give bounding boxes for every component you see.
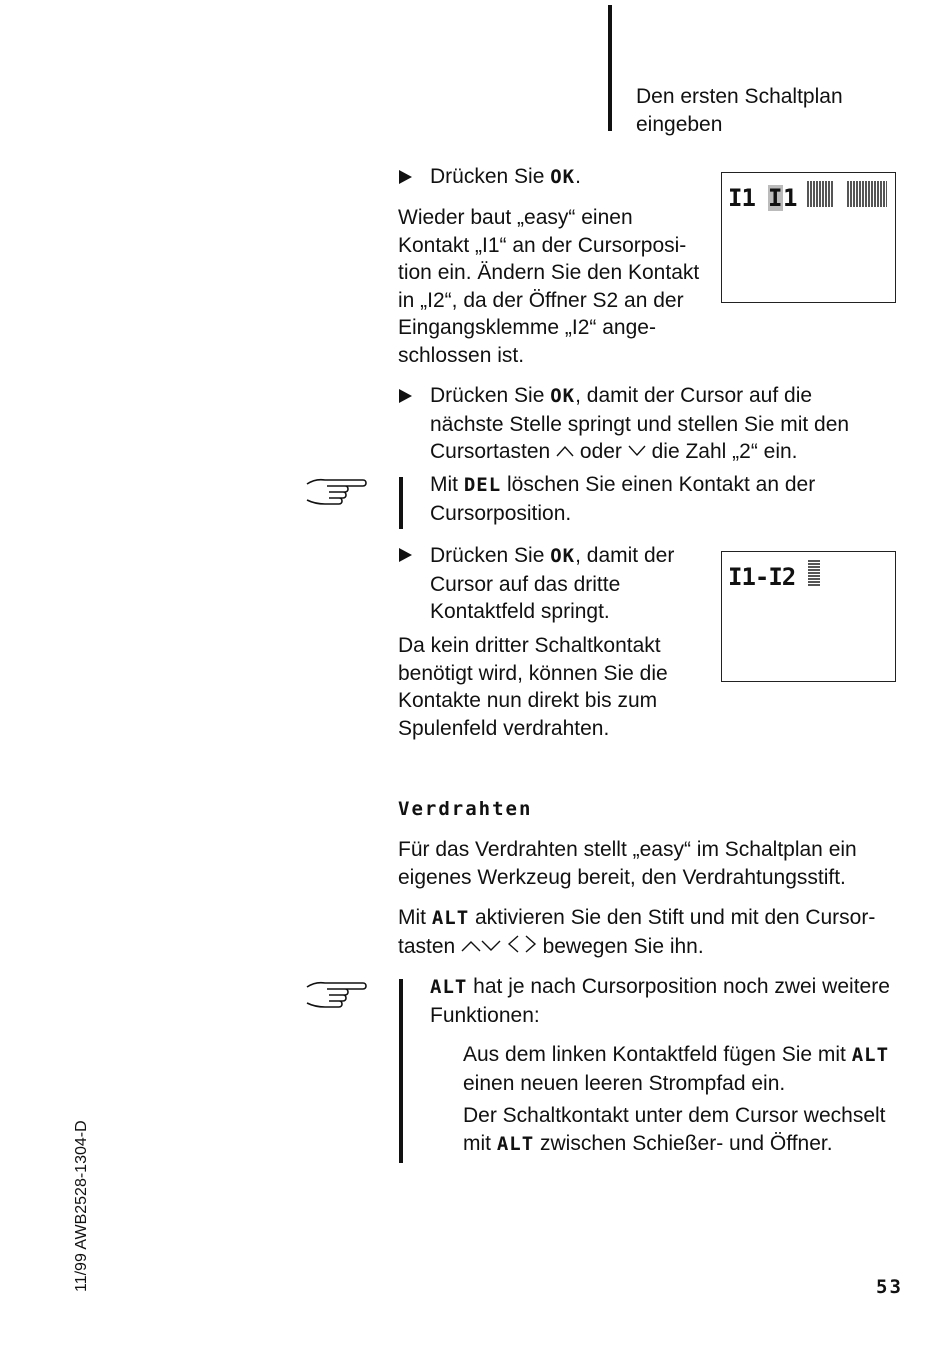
paragraph-4: Mit ALT aktivieren Sie den Stift und mit den Cursor- tasten bewegen Sie ihn. — [398, 906, 876, 958]
key-ok: OK — [550, 166, 576, 188]
cursor-down-icon — [481, 939, 501, 953]
cursor-left-icon — [507, 935, 519, 953]
note-rule — [399, 979, 403, 1163]
key-alt: ALT — [430, 976, 468, 998]
lcd-empty-field — [847, 181, 887, 207]
triangle-bullet-icon — [399, 548, 412, 562]
cursor-up-icon — [461, 939, 481, 953]
section-title: Den ersten Schaltplan eingeben — [636, 85, 843, 136]
note-rule — [399, 477, 403, 529]
pointing-hand-icon — [305, 979, 369, 1013]
key-del: DEL — [463, 474, 502, 496]
lcd-cursor-block — [808, 560, 820, 586]
note-2: ALT hat je nach Cursorposition noch zwei weitere Funktionen: — [430, 975, 890, 1027]
section-heading: Verdrahten — [398, 798, 533, 820]
doc-id: 11/99 AWB2528-1304-D — [73, 1120, 90, 1292]
key-alt: ALT — [496, 1132, 535, 1155]
lcd-display-2 — [721, 551, 896, 682]
paragraph-1: Wieder baut „easy“ einen Kontakt „I1“ an der Cursorposi- tion ein. Ändern Sie den Kontakt in „I2“, da der Öffner S2 an der Eingangsklemme „I2“ ange- schlossen ist. — [398, 206, 700, 367]
page-number: 53 — [876, 1276, 903, 1298]
pointing-hand-icon — [305, 476, 369, 510]
header-rule — [608, 5, 612, 131]
lcd-text-cursor-digit: 1 — [783, 184, 797, 212]
key-alt: ALT — [431, 907, 470, 929]
step-3: Drücken Sie OK, damit der Cursor auf das dritte Kontaktfeld springt. — [430, 544, 675, 623]
key-ok: OK — [550, 545, 576, 567]
note-2-item-2: Der Schaltkontakt unter dem Cursor wechselt mit ALT zwischen Schießer- und Öffner. — [463, 1104, 886, 1155]
paragraph-2: Da kein dritter Schaltkontakt benötigt wird, können Sie die Kontakte nun direkt bis zum Spulenfeld verdrahten. — [398, 634, 668, 740]
lcd-text-cursor-char: I — [768, 184, 782, 212]
cursor-right-icon — [525, 935, 537, 953]
lcd-text-contacts: I1-I2 — [728, 563, 796, 591]
key-ok: OK — [550, 385, 576, 407]
triangle-bullet-icon — [399, 170, 412, 184]
step-2: Drücken Sie OK, damit der Cursor auf die nächste Stelle springt und stellen Sie mit den Cursortasten oder die Zahl „2“ ein. — [430, 384, 850, 463]
lcd-empty-field — [807, 181, 833, 207]
note-2-item-1: Aus dem linken Kontaktfeld fügen Sie mit ALT einen neuen leeren Strompfad ein. — [463, 1043, 890, 1095]
cursor-up-icon — [556, 444, 574, 458]
paragraph-3: Für das Verdrahten stellt „easy“ im Schaltplan ein eigenes Werkzeug bereit, den Verdrahtungsstift. — [398, 838, 857, 889]
triangle-bullet-icon — [399, 389, 412, 403]
cursor-down-icon — [628, 444, 646, 458]
note-1: Mit DEL löschen Sie einen Kontakt an der Cursorposition. — [430, 473, 816, 525]
lcd-display-1 — [721, 172, 896, 303]
step-1: Drücken Sie OK. — [430, 165, 581, 188]
key-alt: ALT — [851, 1044, 890, 1066]
lcd-text-contact: I1 — [728, 184, 755, 212]
